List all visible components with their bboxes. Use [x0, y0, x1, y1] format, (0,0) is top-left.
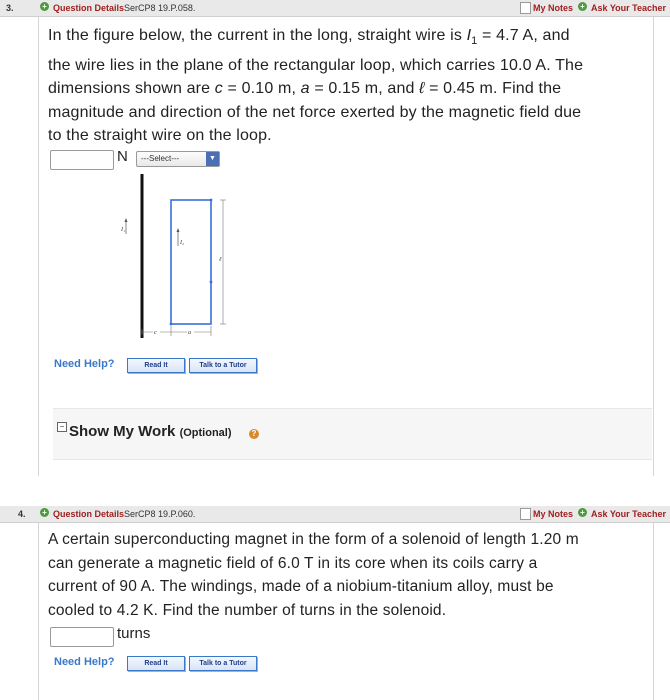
talk-to-tutor-button[interactable]: Talk to a Tutor — [189, 656, 257, 671]
notes-icon[interactable] — [520, 508, 531, 520]
ask-your-teacher-link[interactable]: Ask Your Teacher — [591, 3, 667, 13]
help-question-icon[interactable]: ? — [249, 429, 259, 439]
question-source: SerCP8 19.P.060. — [124, 509, 196, 519]
i1-arrowhead — [125, 218, 128, 222]
loop-node-mid — [210, 281, 213, 284]
ask-teacher-plus-icon[interactable]: + — [578, 508, 587, 517]
i2-arrowhead — [177, 228, 180, 232]
dropdown-arrow-icon: ▼ — [206, 152, 219, 166]
q4-line-2: can generate a magnetic field of 6.0 T in its core when its coils carry a — [48, 554, 538, 572]
question-source: SerCP8 19.P.058. — [124, 3, 196, 13]
show-my-work-title[interactable]: Show My Work (Optional) — [69, 423, 232, 440]
c-label: c — [154, 330, 157, 336]
my-notes-link[interactable]: My Notes — [533, 509, 574, 519]
question-details-link[interactable]: Question Details — [53, 3, 125, 13]
a-label: a — [188, 330, 191, 336]
q3-line-3: dimensions shown are c = 0.10 m, a = 0.15 m, and ℓ = 0.45 m. Find the — [48, 80, 562, 98]
ask-your-teacher-link[interactable]: Ask Your Teacher — [591, 509, 667, 519]
read-it-button[interactable]: Read It — [127, 656, 185, 671]
q3-line-2: the wire lies in the plane of the rectangular loop, which carries 10.0 A. The — [48, 56, 584, 74]
wire-loop-figure — [118, 174, 248, 344]
need-help-label: Need Help? — [54, 656, 115, 668]
q3-line-5: to the straight wire on the loop. — [48, 127, 272, 145]
q4-line-1: A certain superconducting magnet in the form of a solenoid of length 1.20 m — [48, 531, 579, 548]
question-number: 4. — [18, 509, 26, 519]
loop-node-top — [210, 199, 213, 202]
question-4-header — [0, 506, 670, 523]
question-3-header — [0, 0, 670, 17]
talk-to-tutor-button[interactable]: Talk to a Tutor — [189, 358, 257, 373]
q3-line-4: magnitude and direction of the net force exerted by the magnetic field due — [48, 103, 582, 121]
loop-node-bottom — [170, 323, 173, 326]
question-number: 3. — [6, 3, 14, 13]
q4-line-4: cooled to 4.2 K. Find the number of turns in the solenoid. — [48, 601, 447, 619]
show-my-work-section[interactable] — [53, 408, 652, 460]
question-3-text — [48, 24, 583, 148]
need-help-label: Need Help? — [54, 358, 115, 370]
force-answer-input[interactable] — [50, 150, 114, 170]
l-label: ℓ — [219, 257, 222, 263]
notes-icon[interactable] — [520, 2, 531, 14]
force-unit-label: N — [117, 148, 128, 165]
i2-label: I₂ — [180, 240, 185, 246]
q3-line-1: In the figure below, the current in the long, straight wire is $I_1 = 4.7$ A, and — [48, 27, 570, 48]
expand-plus-icon[interactable]: + — [40, 508, 49, 517]
ask-teacher-plus-icon[interactable]: + — [578, 2, 587, 11]
q4-line-3: current of 90 A. The windings, made of a niobium-titanium alloy, must be — [48, 578, 554, 595]
my-notes-link[interactable]: My Notes — [533, 3, 574, 13]
direction-select[interactable] — [136, 151, 220, 167]
read-it-button[interactable]: Read It — [127, 358, 185, 373]
direction-select-value: ---Select--- — [141, 154, 180, 163]
question-details-link[interactable]: Question Details — [53, 509, 125, 519]
turns-answer-input[interactable] — [50, 627, 114, 647]
collapse-toggle-icon[interactable]: − — [57, 422, 67, 432]
turns-unit-label: turns — [117, 625, 151, 642]
i1-label: I₁ — [121, 227, 126, 233]
question-4-text — [48, 528, 579, 622]
expand-plus-icon[interactable]: + — [40, 2, 49, 11]
rectangular-loop — [171, 200, 211, 324]
